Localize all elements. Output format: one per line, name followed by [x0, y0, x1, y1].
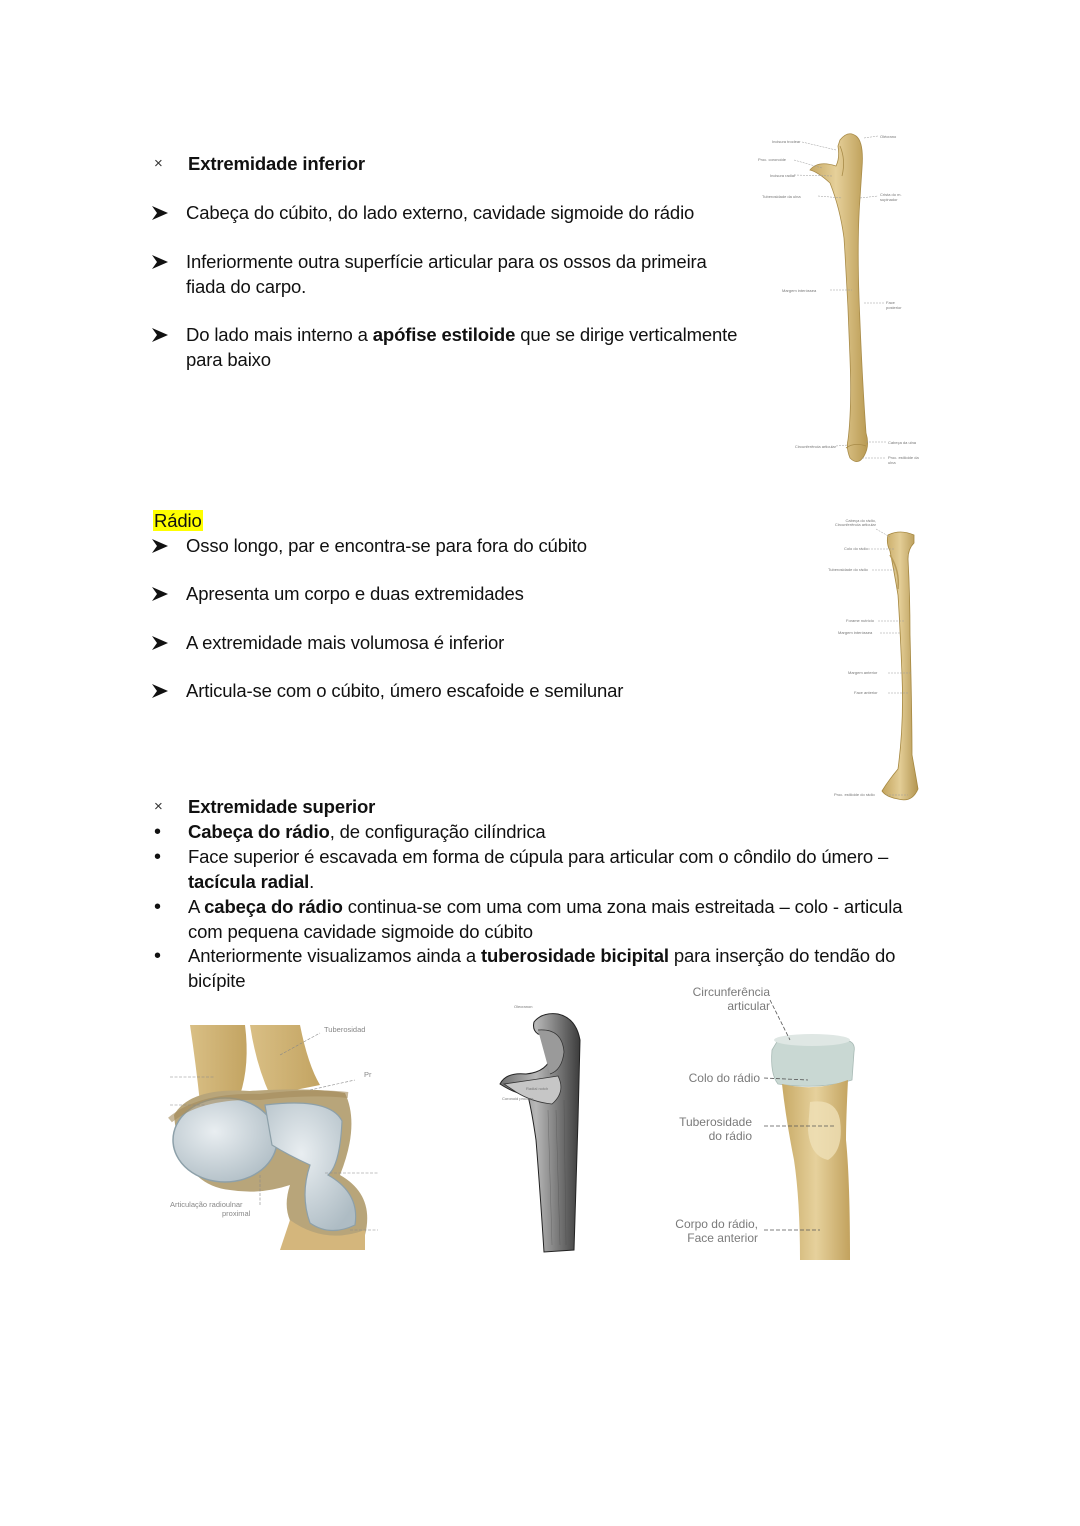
bold-term: tacícula radial: [188, 870, 310, 892]
label-circunferencia-articular: Circunferência articular: [794, 444, 836, 449]
list-item-text: [186, 250, 707, 299]
label-tuberosidade-ulna: Tuberosidade da ulna: [762, 194, 801, 199]
text-run: para inserção do tendão do: [668, 945, 896, 966]
label-crista-supinador: Crista do m. supinador: [880, 192, 902, 202]
label-corpo-do-radio: Corpo do rádio,: [675, 1217, 758, 1231]
label-proc-coronoide: Proc. coronoide: [758, 157, 787, 162]
bold-term: cabeça do rádio: [204, 896, 343, 917]
arrow-bullet-icon: [152, 679, 186, 706]
joint-anatomy-icon: [160, 1025, 380, 1250]
list-item: [152, 820, 546, 845]
bold-term: apófise estiloide: [372, 324, 516, 345]
ulna-illustration: [756, 128, 928, 483]
text-run: .: [309, 870, 315, 892]
label-tuberosidade-radio: Tuberosidade do rádio: [828, 567, 868, 572]
ulna-engraving-icon: [492, 1000, 592, 1258]
label-olecrano: Olécrano: [880, 134, 897, 139]
arrow-bullet-icon: [152, 534, 186, 561]
list-item: [152, 323, 737, 372]
label-proc: Pr: [364, 1070, 372, 1079]
heading-radio-superior: [152, 795, 375, 820]
label-face-anterior: Face anterior: [687, 1231, 758, 1245]
list-item-text: Apresenta um corpo e duas extremidades: [186, 583, 524, 604]
dot-bullet-icon: •: [154, 821, 161, 843]
label-radial-notch: Radial notch: [526, 1086, 549, 1091]
list-item: [152, 201, 694, 228]
label-incisura-radial: Incisura radial: [770, 173, 795, 178]
bold-term: tuberosidade bicipital: [480, 945, 669, 966]
text-run: que se dirige verticalmente: [515, 324, 738, 345]
label-proc-estiloide-ulna: Proc. estiloide da ulna: [888, 455, 919, 465]
dot-bullet-icon: •: [154, 945, 161, 967]
list-item: [152, 895, 902, 944]
label-incisura-troclear: Incisura troclear: [772, 139, 801, 144]
label-face-anterior: Face anterior: [854, 690, 878, 695]
text-run: Do lado mais interno a: [186, 324, 373, 345]
label-cabeca-ulna: Cabeça da ulna: [888, 440, 917, 445]
label-articular: articular: [727, 999, 770, 1013]
label-proximal: proximal: [222, 1209, 251, 1218]
dot-bullet-icon: •: [154, 896, 161, 918]
radius-bone-icon: [828, 515, 928, 805]
label-olecranon: Olecranon: [514, 1004, 533, 1009]
arrow-bullet-icon: [152, 631, 186, 658]
highlighted-title: Rádio: [154, 510, 202, 531]
label-forame-nutricio: Forame nutrício: [846, 618, 875, 623]
label-tuberosidade: Tuberosidad: [324, 1025, 366, 1034]
list-item-text: Cabeça do cúbito, do lado externo, cavidade sigmoide do rádio: [186, 202, 695, 223]
cross-bullet-icon: ×: [154, 155, 163, 172]
list-item: [152, 250, 707, 299]
arrow-bullet-icon: [152, 201, 186, 228]
arrow-bullet-icon: [152, 582, 186, 609]
text-run: continua-se com uma com uma zona mais estreitada – colo - articula: [342, 896, 903, 917]
radioulnar-joint-illustration: [160, 1025, 380, 1250]
ulna-engraving-illustration: [492, 1000, 592, 1258]
text-run: Anteriormente visualizamos ainda a: [188, 945, 481, 966]
list-item-line: Inferiormente outra superfície articular para os ossos da primeira: [186, 251, 707, 272]
arrow-bullet-icon: [152, 250, 186, 299]
list-item: [152, 845, 888, 894]
dot-bullet-icon: •: [154, 846, 161, 868]
text-run: , de configuração cilíndrica: [329, 821, 546, 842]
label-coronoid-process: Coronoid process: [502, 1096, 534, 1101]
label-do-radio: do rádio: [708, 1129, 752, 1143]
list-item-text: [188, 845, 888, 894]
radius-illustration: [828, 515, 928, 805]
list-item-text: [188, 895, 902, 944]
radius-head-illustration: [660, 980, 860, 1262]
label-articulacao-radioulnar: Articulação radioulnar: [170, 1200, 243, 1209]
list-item-line: com pequena cavidade sigmoide do cúbito: [188, 920, 533, 942]
label-colo-radio: Colo do rádio: [844, 546, 868, 551]
label-cabeca-radio: Cabeça do rádio, Circunferência articular: [834, 518, 876, 527]
list-item-line: Face superior é escavada em forma de cúpula para articular com o côndilo do úmero –: [188, 846, 889, 867]
arrow-bullet-icon: [152, 323, 186, 372]
list-item-text: [188, 820, 546, 845]
list-item-line: bicípite: [188, 969, 246, 991]
label-margem-anterior: Margem anterior: [848, 670, 878, 675]
list-item-text: [186, 323, 737, 372]
label-proc-estiloide-radio: Proc. estiloide do rádio: [834, 792, 875, 797]
list-item-line: para baixo: [186, 348, 271, 370]
list-item-text: A extremidade mais volumosa é inferior: [186, 632, 505, 653]
label-margem-interossea: Margem interóssea: [838, 630, 873, 635]
list-item: [152, 631, 504, 658]
bold-term: Cabeça do rádio: [188, 821, 330, 842]
list-item: [152, 679, 623, 706]
label-face-posterior: Face posterior: [886, 300, 902, 310]
label-circunferencia: Circunferência: [692, 985, 770, 999]
list-item-text: Osso longo, par e encontra-se para fora do cúbito: [186, 535, 587, 556]
list-item: [152, 582, 524, 609]
heading-text: Extremidade superior: [188, 796, 376, 817]
label-colo-do-radio: Colo do rádio: [688, 1071, 760, 1085]
heading-ulna-inferior: [152, 152, 365, 177]
cross-bullet-icon: ×: [154, 798, 163, 815]
section-title-radio: [153, 509, 203, 534]
label-margem-interossea: Margem interóssea: [782, 288, 817, 293]
list-item-text: Articula-se com o cúbito, úmero escafoide e semilunar: [186, 680, 624, 701]
list-item: [152, 534, 587, 561]
text-run: A: [188, 896, 205, 917]
list-item-line: fiada do carpo.: [186, 275, 307, 297]
heading-text: Extremidade inferior: [188, 153, 365, 174]
label-tuberosidade: Tuberosidade: [679, 1115, 752, 1129]
